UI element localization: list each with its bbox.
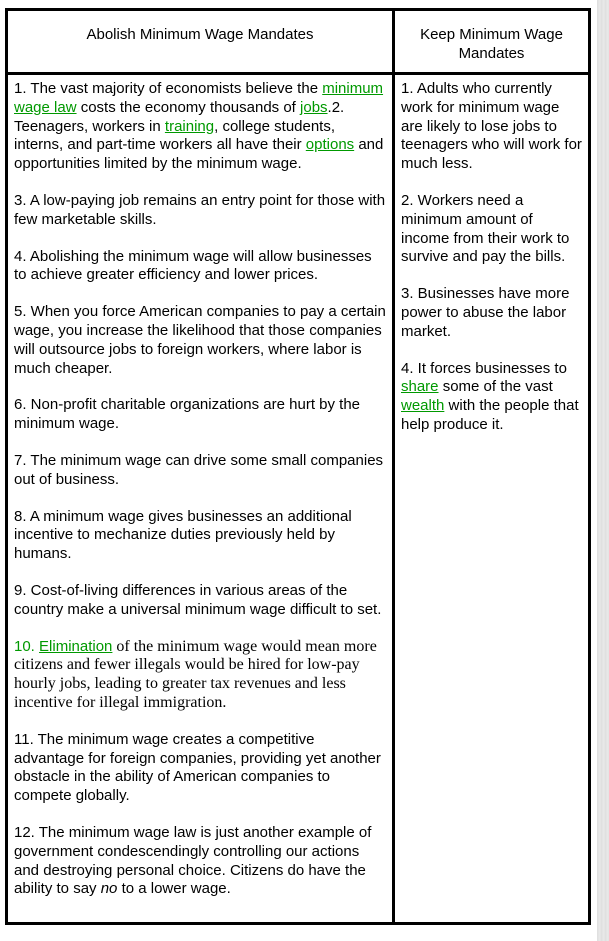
keep-arguments-cell bbox=[395, 75, 588, 922]
link-wealth[interactable]: wealth bbox=[401, 397, 445, 415]
argument-paragraph bbox=[14, 303, 387, 378]
comparison-table bbox=[5, 8, 591, 925]
text-run: 7. The minimum wage can drive some small companies out of business. bbox=[14, 451, 384, 488]
text-run: of the minimum wage would mean more citizens and fewer illegals would be hired for low-pay hourly jobs, leading to greater tax revenues and less incentive for illegal immigration. bbox=[14, 637, 377, 711]
link-minimum-wage-law[interactable]: minimum wage law bbox=[14, 80, 384, 116]
text-run: 9. Cost-of-living differences in various areas of the country make a universal minimum wage difficult to set. bbox=[14, 581, 382, 618]
column-header-abolish-label: Abolish Minimum Wage Mandates bbox=[86, 26, 314, 43]
text-run: 11. The minimum wage creates a competitive advantage for foreign companies, providing yet another obstacle in the ability of American companies to compete globally. bbox=[14, 730, 381, 805]
text-run: 10. bbox=[14, 637, 40, 655]
text-run: with the people that help produce it. bbox=[401, 397, 579, 433]
argument-paragraph bbox=[14, 638, 387, 713]
link-share[interactable]: share bbox=[401, 378, 439, 396]
link-options[interactable]: options bbox=[305, 136, 355, 154]
text-run: 1. The vast majority of economists believe the bbox=[14, 80, 323, 97]
page-edge-texture bbox=[597, 0, 609, 941]
argument-paragraph bbox=[401, 285, 584, 341]
text-run: 3. A low-paying job remains an entry point for those with few marketable skills. bbox=[14, 191, 386, 228]
text-run: and opportunities limited by the minimum wage. bbox=[14, 136, 384, 173]
text-run: costs the economy thousands of bbox=[76, 98, 301, 116]
text-run: 3. Businesses have more power to abuse the labor market. bbox=[401, 285, 570, 340]
abolish-arguments-cell bbox=[8, 75, 395, 922]
argument-paragraph bbox=[14, 582, 387, 620]
text-run: 5. When you force American companies to pay a certain wage, you increase the likelihood that those companies will outsource jobs to foreign workers, where labor is much cheaper. bbox=[14, 303, 386, 377]
link-jobs[interactable]: jobs bbox=[300, 98, 328, 116]
text-run: .2. Teenagers, workers in bbox=[14, 98, 345, 135]
argument-paragraph bbox=[401, 360, 584, 435]
argument-paragraph bbox=[14, 731, 387, 806]
text-run: 6. Non-profit charitable organizations are hurt by the minimum wage. bbox=[14, 396, 361, 433]
text-run: to a lower wage. bbox=[117, 880, 231, 898]
text-run: no bbox=[100, 880, 118, 898]
link-elimination[interactable]: Elimination bbox=[39, 637, 113, 655]
argument-paragraph bbox=[401, 192, 584, 267]
text-run: some of the vast bbox=[438, 378, 553, 396]
argument-paragraph bbox=[14, 396, 387, 434]
argument-paragraph bbox=[14, 452, 387, 490]
link-training[interactable]: training bbox=[164, 117, 215, 135]
text-run: , college students, interns, and part-time workers all have their bbox=[14, 117, 336, 154]
argument-paragraph bbox=[14, 80, 387, 174]
column-header-keep-label: Keep Minimum Wage Mandates bbox=[420, 26, 563, 62]
text-run: 2. Workers need a minimum amount of income from their work to survive and pay the bills. bbox=[401, 191, 570, 266]
column-header-keep bbox=[395, 11, 588, 75]
text-run: 4. It forces businesses to bbox=[401, 359, 567, 377]
text-run: 1. Adults who currently work for minimum wage are likely to lose jobs to teenagers who will work for much less. bbox=[401, 80, 582, 173]
text-run: 4. Abolishing the minimum wage will allow businesses to achieve greater efficiency and lower prices. bbox=[14, 247, 372, 284]
argument-paragraph bbox=[14, 248, 387, 286]
argument-paragraph bbox=[14, 192, 387, 230]
argument-paragraph bbox=[401, 80, 584, 174]
argument-paragraph bbox=[14, 824, 387, 899]
argument-paragraph bbox=[14, 508, 387, 564]
column-header-abolish bbox=[8, 11, 395, 75]
text-run: 12. The minimum wage law is just another example of government condescendingly controlling our actions and destroying personal choice. Citizens do have the ability to say bbox=[14, 823, 372, 898]
text-run: 8. A minimum wage gives businesses an additional incentive to mechanize duties previously held by humans. bbox=[14, 507, 352, 563]
